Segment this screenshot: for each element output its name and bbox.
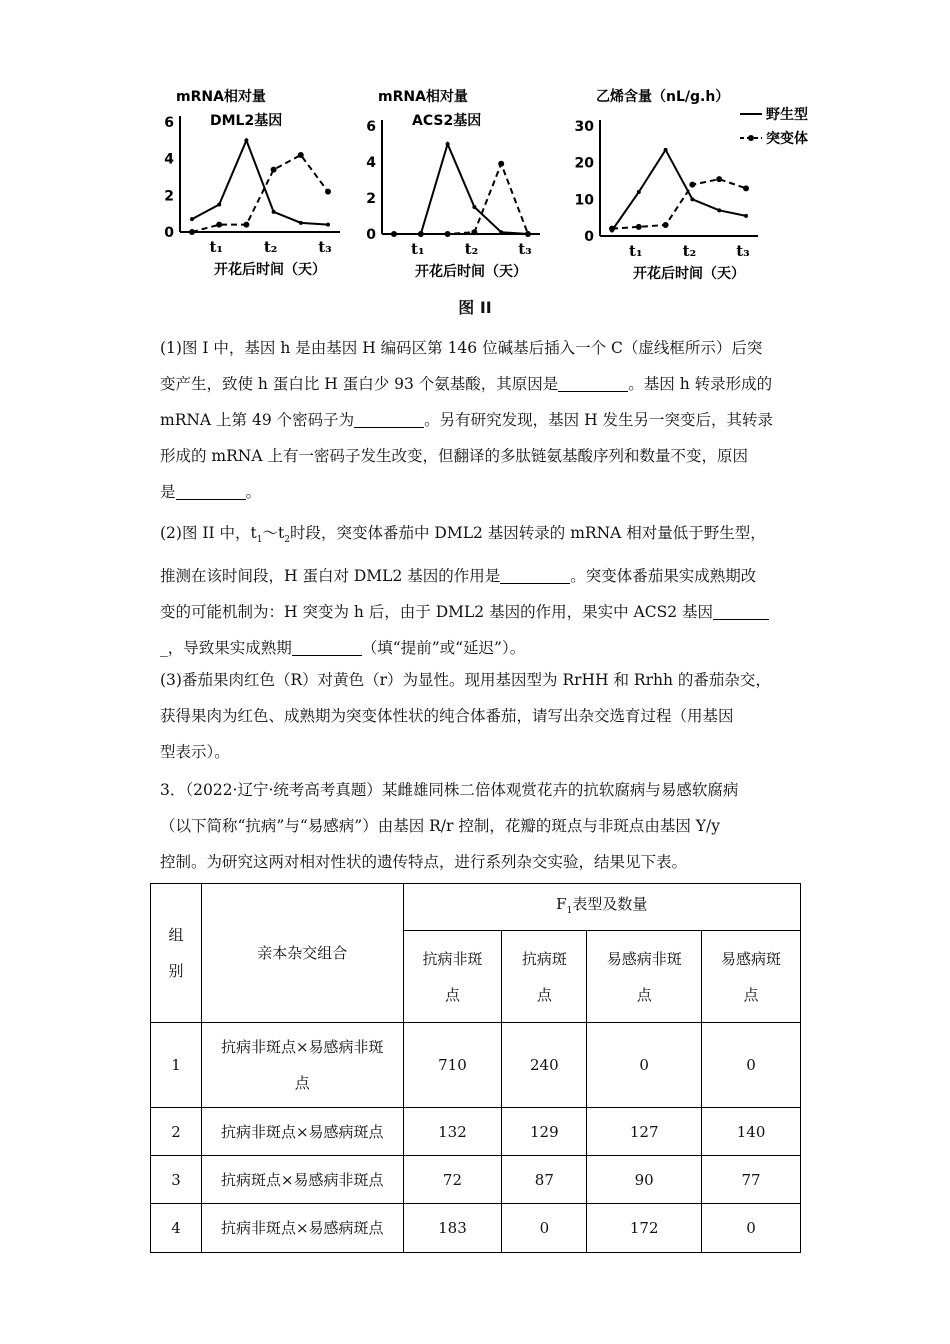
ethylene-wild-point (717, 208, 721, 212)
ethylene-mutant-point (663, 222, 669, 228)
question-2 (160, 515, 800, 666)
acs2-y-tick-label: 6 (366, 119, 376, 135)
cross-results-table (150, 883, 801, 1253)
ethylene-y-tick-label: 30 (574, 119, 594, 135)
ethylene-mutant-point (689, 182, 695, 188)
ethylene-mutant-point (716, 176, 722, 182)
acs2-x-tick-label: t₁ (411, 240, 425, 258)
ethylene-x-axis-label: 开花后时间（天） (633, 266, 745, 282)
ethylene-y-axis-label: 乙烯含量（nL/g.h） (596, 89, 730, 105)
dml2-mutant-point (216, 222, 222, 228)
dml2-wild-point (217, 203, 221, 207)
dml2-mutant-point (243, 222, 249, 228)
q1-line-5: 是 。 (160, 483, 262, 501)
answer-blank[interactable] (354, 412, 424, 429)
acs2-y-tick-label: 4 (366, 155, 376, 171)
ethylene-mutant-point (609, 226, 615, 232)
ethylene-y-tick-label: 20 (574, 155, 594, 172)
dml2-x-tick-label: t₃ (318, 238, 332, 256)
acs2-mutant-point (418, 231, 424, 237)
table-row: 1 抗病非斑点×易感病非斑 点 710 240 0 0 (151, 1023, 801, 1108)
header-col: 易感病斑 点 (702, 931, 801, 1023)
dml2-mutant-point (189, 229, 195, 235)
p3-line-3: 控制。为研究这两对相对性状的遗传特点，进行系列杂交实验，结果见下表。 (160, 853, 688, 871)
acs2-y-tick-label: 2 (366, 191, 376, 207)
problem-3-intro (160, 772, 800, 880)
ethylene-wild-line (612, 150, 746, 231)
ethylene-wild-point (637, 190, 641, 194)
dml2-wild-point (299, 221, 303, 225)
dml2-x-tick-label: t₂ (263, 238, 278, 256)
dml2-wild-point (244, 138, 248, 142)
ethylene-wild-point (690, 197, 694, 201)
dml2-mutant-line (192, 155, 328, 232)
table-row: 3 抗病斑点×易感病非斑点 72 87 90 77 (151, 1156, 801, 1204)
q2-line-1: (2)图 II 中，$t_1\sim t_2$时段，突变体番茄中 DML2 基因转录的 mRNA 相对量低于野生型， (160, 524, 766, 546)
acs2-x-axis-label: 开花后时间（天） (415, 264, 527, 280)
q3-line-2: 获得果肉为红色、成熟期为突变体性状的纯合体番茄，请写出杂交选育过程（用基因 (160, 707, 734, 725)
table-row: 2 抗病非斑点×易感病斑点 132 129 127 140 (151, 1108, 801, 1156)
dml2-wild-line (192, 140, 328, 224)
dml2-mutant-point (325, 189, 331, 195)
answer-blank[interactable] (558, 376, 628, 393)
q1-line-2: 变产生，致使 h 蛋白比 H 蛋白少 93 个氨基酸，其原因是 。基因 h 转录形成的 (160, 375, 773, 393)
dml2-y-tick-label: 2 (164, 188, 174, 205)
ethylene-wild-point (664, 148, 668, 152)
answer-blank[interactable] (292, 640, 362, 657)
q2-line-2: 推测在该时间段，H 蛋白对 DML2 基因的作用是 。突变体番茄果实成熟期改 (160, 567, 757, 586)
ethylene-mutant-point (743, 185, 749, 191)
ethylene-wild-point (744, 214, 748, 218)
acs2-y-axis-label: mRNA相对量 (378, 89, 468, 105)
p3-line-1: 3．（2022·辽宁·统考高考真题）某雌雄同株二倍体观赏花卉的抗软腐病与易感软腐病 (160, 781, 739, 799)
question-1 (160, 330, 800, 510)
dml2-chart-title: DML2基因 (210, 113, 283, 129)
answer-blank[interactable] (500, 568, 570, 585)
q2-line-3: 变的可能机制为：H 突变为 h 后，由于 DML2 基因的作用，果实中 ACS2 基因 (160, 594, 800, 630)
q2-line-4: _，导致果实成熟期 （填“提前”或“延迟”）。 (160, 639, 526, 658)
dml2-wild-point (272, 210, 276, 214)
dml2-mutant-point (298, 152, 304, 158)
legend-wild-label: 野生型 (766, 107, 808, 123)
acs2-x-tick-label: t₂ (464, 240, 479, 258)
dml2-wild-point (190, 217, 194, 221)
answer-blank[interactable] (176, 484, 246, 501)
q1-line-4: 形成的 mRNA 上有一密码子发生改变，但翻译的多肽链氨基酸序列和数量不变，原因 (160, 447, 748, 465)
acs2-x-tick-label: t₃ (518, 240, 532, 258)
question-3 (160, 662, 800, 770)
dml2-y-axis-label: mRNA相对量 (176, 89, 266, 105)
acs2-wild-point (499, 230, 503, 234)
figure-caption: 图 II (458, 298, 492, 317)
q3-line-1: (3)番茄果肉红色（R）对黄色（r）为显性。现用基因型为 RrHH 和 Rrhh 的番茄杂交， (160, 671, 771, 689)
ethylene-y-tick-label: 0 (584, 229, 594, 245)
acs2-mutant-point (445, 231, 451, 237)
q1-line-1: (1)图 I 中，基因 h 是由基因 H 编码区第 146 位碱基后插入一个 C（虚线框所示）后突 (160, 339, 763, 357)
legend-mutant-label: 突变体 (766, 131, 808, 147)
ethylene-mutant-line (612, 179, 746, 229)
q3-line-3: 型表示）。 (160, 743, 230, 761)
ethylene-y-tick-label: 10 (574, 192, 594, 209)
header-f1: $F_1$表型及数量 (403, 884, 800, 931)
acs2-y-tick-label: 0 (366, 227, 376, 243)
acs2-mutant-point (525, 231, 531, 237)
legend-mutant-marker (748, 135, 754, 141)
header-col: 抗病非斑 点 (403, 931, 502, 1023)
dml2-x-tick-label: t₁ (209, 238, 223, 256)
ethylene-x-tick-label: t₁ (629, 242, 643, 260)
acs2-chart-title: ACS2基因 (412, 113, 482, 129)
acs2-wild-line (394, 144, 528, 234)
table-row: 4 抗病非斑点×易感病斑点 183 0 172 0 (151, 1204, 801, 1253)
dml2-y-tick-label: 4 (164, 151, 174, 168)
header-col: 易感病非斑 点 (587, 931, 702, 1023)
q1-line-3: mRNA 上第 49 个密码子为 。另有研究发现，基因 H 发生另一突变后，其转录 (160, 411, 774, 429)
answer-blank[interactable] (713, 604, 769, 621)
ethylene-x-tick-label: t₃ (736, 242, 750, 260)
dml2-y-tick-label: 6 (164, 115, 174, 131)
acs2-mutant-point (391, 231, 397, 237)
figure-2-charts (150, 80, 808, 295)
header-col: 抗病斑 点 (502, 931, 587, 1023)
acs2-wild-point (472, 205, 476, 209)
ethylene-mutant-point (636, 224, 642, 230)
acs2-mutant-point (471, 229, 477, 235)
header-group: 组 别 (151, 884, 202, 1023)
acs2-mutant-point (498, 161, 504, 167)
header-parent-cross: 亲本杂交组合 (201, 884, 403, 1023)
dml2-wild-point (326, 223, 330, 227)
dml2-y-tick-label: 0 (164, 225, 174, 241)
ethylene-x-tick-label: t₂ (682, 242, 697, 260)
dml2-x-axis-label: 开花后时间（天） (214, 262, 326, 278)
dml2-mutant-point (271, 167, 277, 173)
p3-line-2: （以下简称“抗病”与“易感病”）由基因 R/r 控制，花瓣的斑点与非斑点由基因 Y/y (160, 817, 720, 835)
acs2-wild-point (446, 142, 450, 146)
figure-2 (150, 80, 808, 320)
